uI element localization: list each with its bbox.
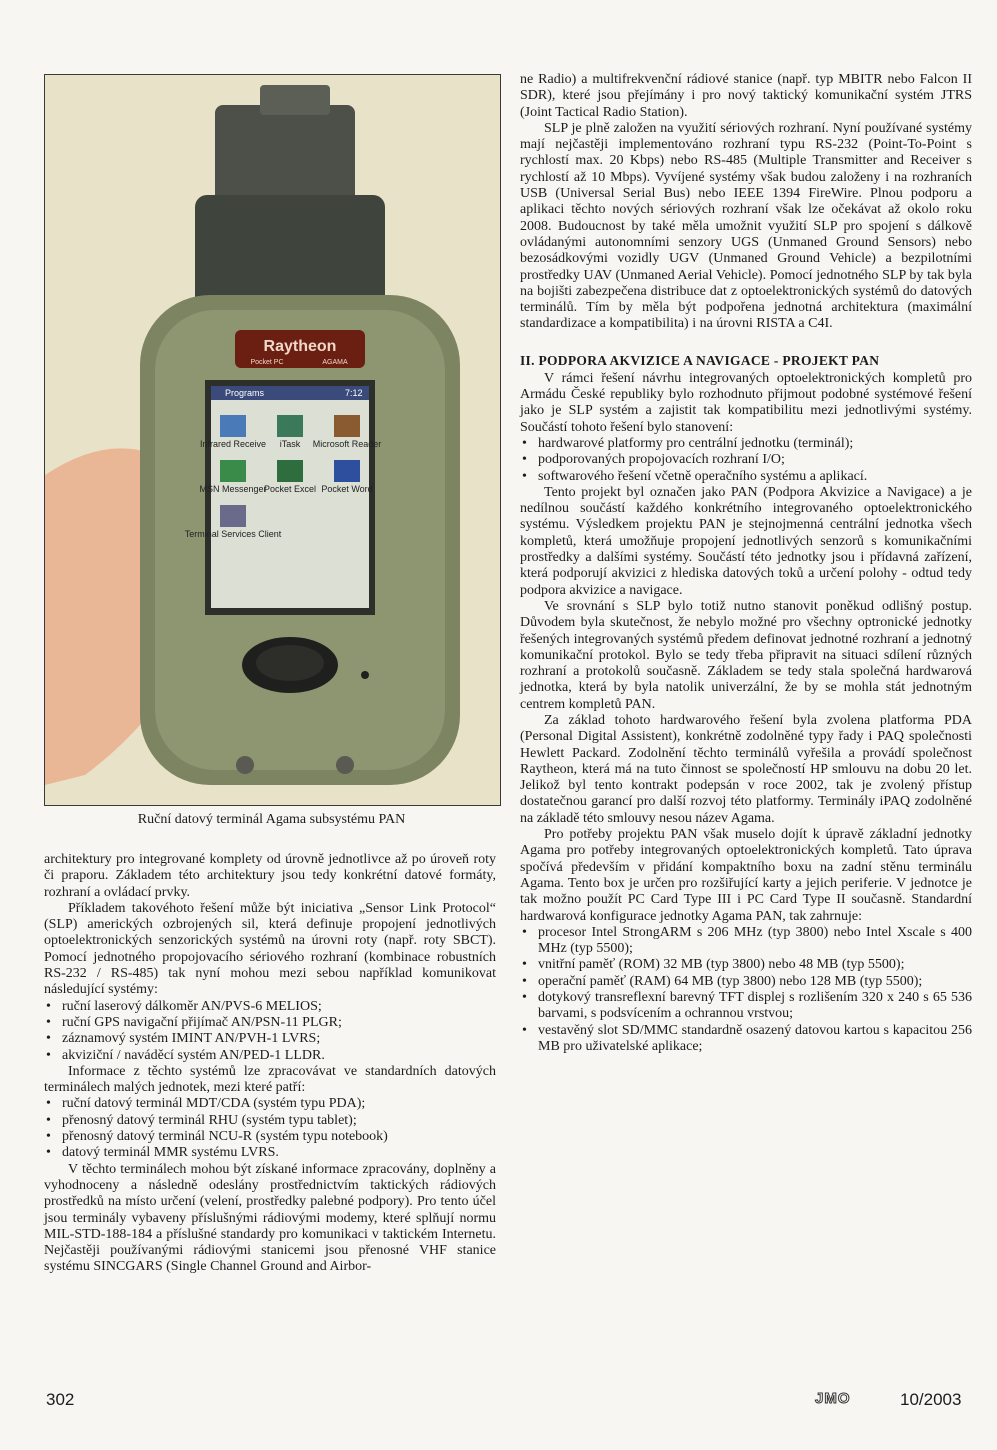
screen-title: Programs bbox=[225, 388, 265, 398]
itask-icon bbox=[277, 415, 303, 437]
screen-clock: 7:12 bbox=[345, 388, 363, 398]
left-paragraph-3: Informace z těchto systémů lze zpracovávat ve standardních datových terminálech malých jednotek, mezi které patří: bbox=[44, 1063, 496, 1096]
agama-terminal-illustration bbox=[45, 75, 500, 805]
infrared-icon bbox=[220, 415, 246, 437]
terminal-icon bbox=[220, 505, 246, 527]
device-photo bbox=[44, 74, 501, 806]
list-item: • ruční datový terminál MDT/CDA (systém typu PDA); bbox=[44, 1096, 496, 1112]
list-item: • přenosný datový terminál RHU (systém typu tablet); bbox=[44, 1113, 496, 1129]
right-paragraph-5: Ve srovnání s SLP bylo totiž nutno stanovit poněkud odlišný postup. Důvodem byla skutečnost, že nebylo možné pro všechny optronické jednotky řešených integrovaných systémů předem definovat jednotné rozhraní a jednotný komunikační protokol. Bylo se tedy třeba připravit na situaci sdílení různých rozhraní a protokolů současně. Základem se tedy stala společná hardwarová jednotka, která by byla natolik univerzální, že by se mohla stát jednotným centrem kompletů PAN. bbox=[520, 598, 972, 712]
screen-icon-3: MSN Messenger bbox=[199, 484, 267, 494]
brand-label: Raytheon bbox=[263, 338, 337, 355]
screen-icon-6: Terminal Services Client bbox=[184, 529, 282, 539]
left-paragraph-1: architektury pro integrované komplety od úrovně jednotlivce až po úroveň roty či praporu. Základem této architektury jsou tedy konkrétní datové formáty, rozhraní a ovládací prvky. bbox=[44, 852, 496, 900]
list-item: • akviziční / naváděcí systém AN/PED-1 LLDR. bbox=[44, 1048, 496, 1064]
list-item: • vestavěný slot SD/MMC standardně osazený datovou kartou s kapacitou 256 MB pro uživatelské aplikace; bbox=[520, 1023, 972, 1056]
right-paragraph-3: V rámci řešení návrhu integrovaných optoelektronických kompletů pro Armádu České republiky bylo rozhodnuto přijmout podobné systémové řešení jako je SLP systém a zajistit tak kompatibilitu mezi jednotlivými systémy. Součástí tohoto řešení bylo stanovení: bbox=[520, 370, 972, 435]
right-paragraph-4: Tento projekt byl označen jako PAN (Podpora Akvizice a Navigace) a je nedílnou součástí každého konkrétního integrovaného optoelektronického systému. Výsledkem projektu PAN je stejnojmenná centrální jednotka všech kompletů, která umožňuje propojení jednotlivých senzorů s komunikačními prostředky a dalšími systémy. Součástí této jednotky jsou i přídavná zařízení, která podporují akvizici z hlediska datových toků a určení polohy - odtud tedy podpora akvizice a navigace. bbox=[520, 484, 972, 598]
screen-icon-2: Microsoft Reader bbox=[312, 439, 382, 449]
screen-icon-5: Pocket Word bbox=[321, 484, 373, 494]
reader-icon bbox=[334, 415, 360, 437]
figure-caption: Ruční datový terminál Agama subsystému PAN bbox=[137, 812, 406, 827]
list-item: • podporovaných propojovacích rozhraní I/O; bbox=[520, 452, 972, 468]
journal-logo: JMO bbox=[815, 1390, 851, 1407]
right-paragraph-1: ne Radio) a multifrekvenční rádiové stanice (např. typ MBITR nebo Falcon II SDR), které jsou přejímány i pro nový taktický komunikační systém JTRS (Joint Tactical Radio Station). bbox=[520, 72, 972, 120]
screen-icon-4: Pocket Excel bbox=[263, 484, 317, 494]
list-item: • ruční laserový dálkoměr AN/PVS-6 MELIOS; bbox=[44, 999, 496, 1015]
left-list-2 bbox=[44, 1096, 496, 1161]
right-paragraph-2: SLP je plně založen na využití sériových rozhraní. Nyní používané systémy mají nejčastěji implementováno rozhraní typu RS-232 (Point-To-Point s rychlostí max. 20 Kbps) nebo RS-485 (Multiple Transmitter and Receiver s rychlostí až 10 Mbps). Vyvíjené systémy však budou založeny i na rozhraních USB (Universal Serial Bus) nebo IEEE 1394 FireWire. Plnou podporu a aplikaci těchto nových sériových rozhraní však lze očekávat až okolo roku 2008. Budoucnost by také měla umožnit využití SLP pro spojení s dálkově ovládanými autonomními senzory UGS (Unmaned Ground Sensors) nebo bezosádkovými vozidly UGV (Unmaned Ground Vehicle) a bezpilotními prostředky UAV (Unmaned Aerial Vehicle). Pomocí jednotného SLP by tak byla na bojišti zabezpečena distribuce dat z optoelektronických systémů do datových terminálů. Tím by měla být podpořena jednotná architektura (maximální standardizace a kompatibilita) i na úrovni RISTA a C4I. bbox=[520, 120, 972, 332]
left-list-1 bbox=[44, 999, 496, 1064]
right-paragraph-6: Za základ tohoto hardwarového řešení byla zvolena platforma PDA (Personal Digital Assistent), konkrétně zodolněné typy řady i PAQ společnosti Hewlett Packard. Zodolnění těchto terminálů vyřešila a provádí společnost Raytheon, která má na tuto činnost se společností HP smlouvu na dobu 20 let. Jelikož byl tento kontrakt podepsán v roce 2002, tak je zvolený přístup dostatečnou garancí pro další rozvoj této platformy. Terminály iPAQ zodolněné na základě této smlouvy nesou název Agama. bbox=[520, 712, 972, 826]
list-item: • hardwarové platformy pro centrální jednotku (terminál); bbox=[520, 436, 972, 452]
right-column bbox=[520, 72, 972, 1055]
list-item: • vnitřní paměť (ROM) 32 MB (typ 3800) nebo 48 MB (typ 5500); bbox=[520, 957, 972, 973]
brand-sub-left: Pocket PC bbox=[250, 359, 284, 366]
list-item: • datový terminál MMR systému LVRS. bbox=[44, 1145, 496, 1161]
left-paragraph-2: Příkladem takovéhoto řešení může být iniciativa „Sensor Link Protocol“ (SLP) amerických ozbrojených sil, která definuje propojení jednotlivých optoelektronických senzorických systémů na úrovni roty (např. roty SBCT). Pomocí jednotného propojovacího sériového rozhraní (kombinace robustních RS-232 / RS-485) tak nyní mohou mezi sebou například komunikovat následující systémy: bbox=[44, 900, 496, 998]
section-heading: II. PODPORA AKVIZICE A NAVIGACE - PROJEKT PAN bbox=[520, 352, 880, 368]
excel-icon bbox=[277, 460, 303, 482]
list-item: • přenosný datový terminál NCU-R (systém typu notebook) bbox=[44, 1129, 496, 1145]
list-item: • softwarového řešení včetně operačního systému a aplikací. bbox=[520, 469, 972, 485]
list-item: • operační paměť (RAM) 64 MB (typ 3800) nebo 128 MB (typ 5500); bbox=[520, 974, 972, 990]
left-column bbox=[44, 852, 496, 1276]
list-item: • záznamový systém IMINT AN/PVH-1 LVRS; bbox=[44, 1031, 496, 1047]
right-list-2 bbox=[520, 925, 972, 1055]
list-item: • procesor Intel StrongARM s 206 MHz (typ 3800) nebo Intel Xscale s 400 MHz (typ 5500); bbox=[520, 925, 972, 958]
list-item: • ruční GPS navigační přijímač AN/PSN-11 PLGR; bbox=[44, 1015, 496, 1031]
right-list-1 bbox=[520, 436, 972, 485]
issue-number: 10/2003 bbox=[900, 1390, 962, 1409]
left-paragraph-4: V těchto terminálech mohou být získané informace zpracovány, doplněny a vyhodnoceny a následně odeslány prostřednictvím taktických rádiových prostředků na místo určení (velení, prostředky palebné podpory). Pro tento účel jsou terminály vybaveny příslušnými rádiovými modemy, které splňují normu MIL-STD-188-184 a příslušné standardy pro komunikaci v taktickém Internetu. Nejčastěji používanými rádiovými stanicemi jsou přenosné VHF stanice systému SINCGARS (Single Channel Ground and Airbor- bbox=[44, 1161, 496, 1275]
screen-icon-1: iTask bbox=[279, 439, 301, 449]
word-icon bbox=[334, 460, 360, 482]
right-paragraph-7: Pro potřeby projektu PAN však muselo dojít k úpravě základní jednotky Agama pro potřeby integrovaných optoelektronických kompletů. Tato úprava spočívá především v přidání kompaktního boxu na zadní stěnu terminálu Agama. Tento box je určen pro rozšiřující karty a jejich periferie. V jednotce je tak možno použít PC Card Type III i PC Card Type II současně. Standardní hardwarová konfigurace jednotky Agama PAN, tak zahrnuje: bbox=[520, 827, 972, 924]
list-item: • dotykový transreflexní barevný TFT displej s rozlišením 320 x 240 s 65 536 barvami, s podsvícením a ochrannou vrstvou; bbox=[520, 990, 972, 1023]
screen-icon-0: Infrared Receive bbox=[199, 439, 267, 449]
brand-sub-right: AGAMA bbox=[322, 359, 348, 366]
msn-icon bbox=[220, 460, 246, 482]
page-number: 302 bbox=[46, 1390, 75, 1409]
